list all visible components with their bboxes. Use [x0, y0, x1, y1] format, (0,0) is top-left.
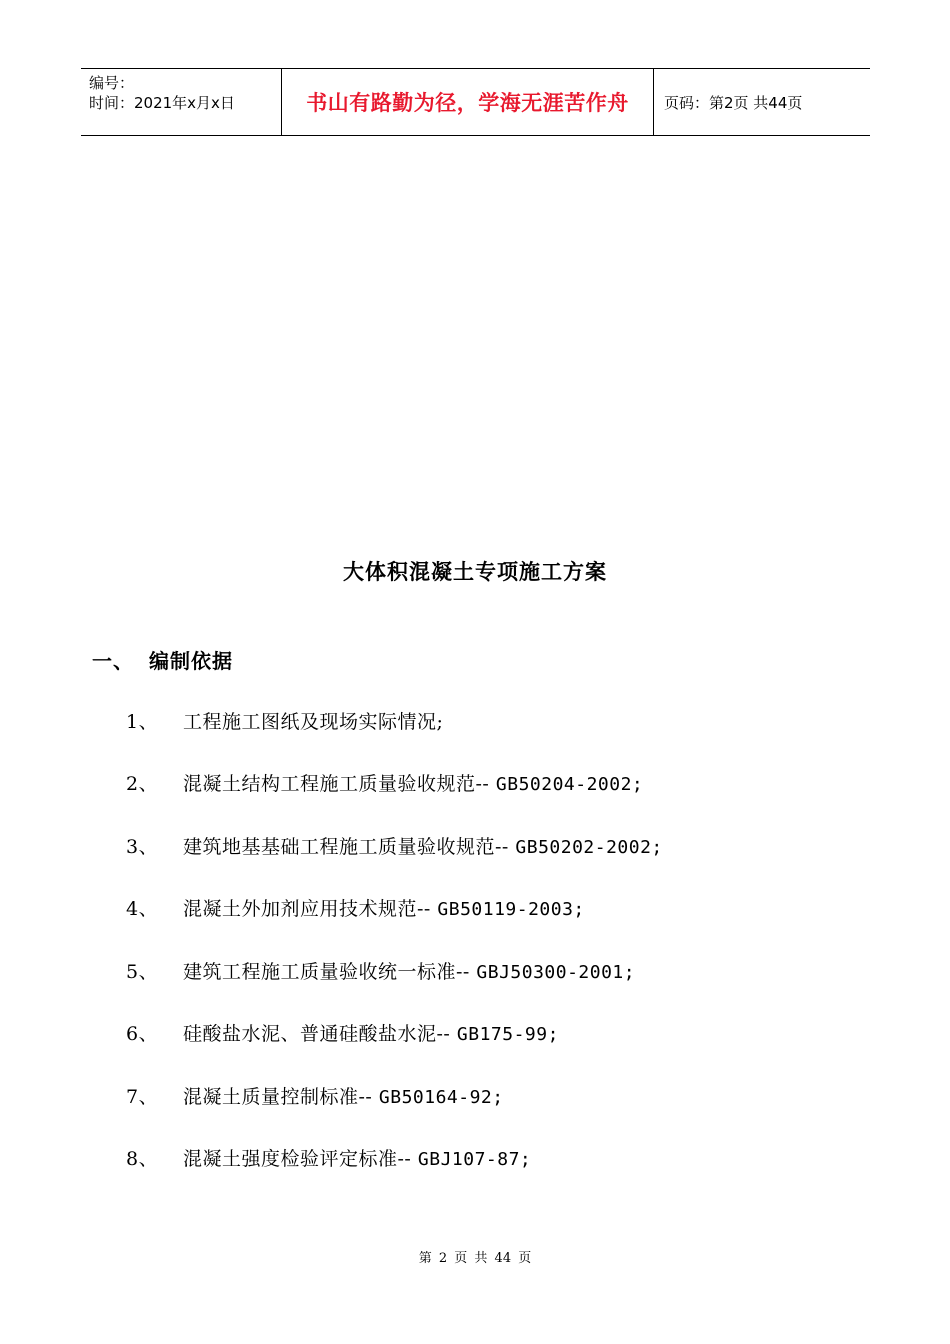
reference-code: GB175-99;: [456, 1024, 559, 1045]
reference-text: 工程施工图纸及现场实际情况;: [183, 711, 444, 733]
header-motto-cell: [282, 69, 654, 135]
reference-item: [126, 894, 585, 921]
header-time-label: 时间：2021年x月x日: [89, 94, 235, 112]
reference-code: GB50164-92;: [378, 1087, 504, 1108]
reference-text: 建筑工程施工质量验收统一标准--: [183, 961, 477, 983]
reference-item: [126, 707, 443, 734]
reference-number: 4、: [126, 898, 159, 920]
reference-text: 硅酸盐水泥、普通硅酸盐水泥--: [183, 1023, 457, 1045]
reference-text: 建筑地基基础工程施工质量验收规范--: [183, 836, 516, 858]
reference-number: 6、: [126, 1023, 159, 1045]
reference-code: GB50119-2003;: [437, 899, 585, 920]
section-title: 编制依据: [149, 649, 233, 673]
reference-number: 5、: [126, 961, 159, 983]
header-meta-cell: [81, 69, 282, 135]
reference-code: GBJ50300-2001;: [476, 962, 636, 983]
reference-number: 2、: [126, 773, 159, 795]
reference-number: 7、: [126, 1086, 159, 1108]
section-number: 一、: [92, 649, 134, 673]
reference-item: [126, 1144, 531, 1171]
reference-code: GB50204-2002;: [495, 774, 644, 795]
reference-item: [126, 832, 663, 859]
reference-number: 3、: [126, 836, 159, 858]
reference-code: GBJ107-87;: [417, 1149, 532, 1170]
reference-item: [126, 1082, 504, 1109]
reference-text: 混凝土质量控制标准--: [183, 1086, 379, 1108]
reference-item: [126, 769, 643, 796]
reference-item: [126, 957, 635, 984]
section-heading: [92, 645, 233, 674]
reference-text: 混凝土结构工程施工质量验收规范--: [183, 773, 496, 795]
header-page-cell: [654, 69, 870, 135]
header-table: [81, 68, 870, 136]
header-motto: 书山有路勤为径，学海无涯苦作舟: [306, 91, 629, 115]
page-footer: 第 2 页 共 44 页: [418, 1251, 532, 1266]
header-number-label: 编号：: [89, 74, 135, 92]
reference-number: 1、: [126, 711, 159, 733]
reference-text: 混凝土外加剂应用技术规范--: [183, 898, 438, 920]
reference-code: GB50202-2002;: [515, 837, 663, 858]
reference-item: [126, 1019, 559, 1046]
header-page-info: 页码：第2页 共44页: [664, 93, 803, 112]
reference-number: 8、: [126, 1148, 159, 1170]
document-title: 大体积混凝土专项施工方案: [343, 559, 607, 584]
reference-text: 混凝土强度检验评定标准--: [183, 1148, 418, 1170]
